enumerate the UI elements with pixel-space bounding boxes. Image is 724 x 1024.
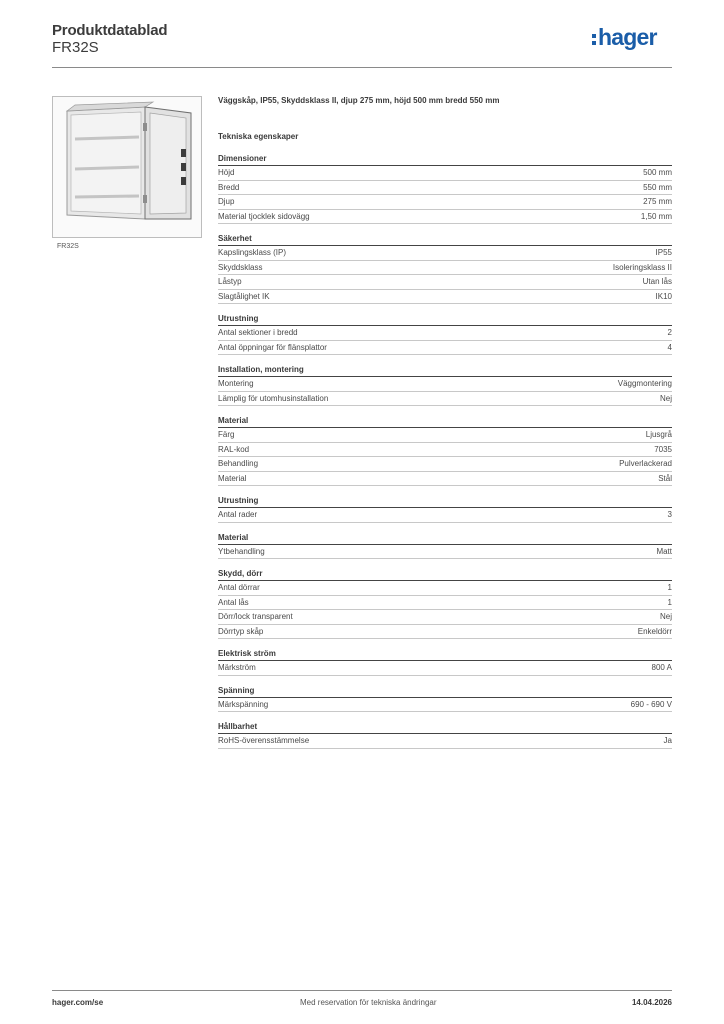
spec-section	[218, 416, 672, 486]
spec-section	[218, 365, 672, 406]
spec-value: IK10	[655, 291, 672, 301]
spec-row	[218, 457, 672, 472]
spec-label: Märkspänning	[218, 699, 269, 709]
section-title: Elektrisk ström	[218, 649, 672, 661]
spec-row	[218, 377, 672, 392]
spec-row	[218, 326, 672, 341]
spec-row	[218, 428, 672, 443]
spec-value: Isoleringsklass II	[612, 262, 672, 272]
spec-label: Antal öppningar för flänsplattor	[218, 342, 327, 352]
section-title: Material	[218, 533, 672, 545]
spec-label: Märkström	[218, 663, 256, 672]
header-divider	[52, 67, 672, 68]
spec-row	[218, 341, 672, 356]
section-title: Hållbarhet	[218, 722, 672, 734]
spec-label: Djup	[218, 197, 235, 206]
spec-value: Väggmontering	[617, 379, 672, 388]
spec-value: IP55	[655, 248, 672, 257]
footer-date: 14.04.2026	[631, 998, 672, 1007]
spec-label: Montering	[218, 379, 254, 388]
spec-row	[218, 443, 672, 458]
spec-label: Antal dörrar	[218, 583, 260, 592]
spec-row	[218, 545, 672, 560]
section-title: Material	[218, 416, 672, 428]
spec-row	[218, 661, 672, 676]
section-title: Säkerhet	[218, 234, 672, 246]
spec-row	[218, 596, 672, 611]
product-image	[52, 96, 202, 238]
spec-value: Pulverlackerad	[619, 459, 672, 468]
spec-value: 7035	[654, 444, 672, 454]
spec-label: RAL-kod	[218, 444, 250, 454]
spec-label: Låstyp	[218, 277, 242, 286]
footer-disclaimer: Med reservation för tekniska ändringar	[300, 998, 437, 1007]
spec-label: Antal sektioner i bredd	[218, 328, 298, 337]
footer-divider	[52, 990, 672, 991]
logo-mark-icon	[592, 34, 596, 45]
spec-value: 1,50 mm	[640, 211, 672, 221]
spec-row	[218, 581, 672, 596]
spec-value: Ljusgrå	[645, 430, 672, 439]
spec-sections	[218, 154, 672, 749]
spec-row	[218, 625, 672, 640]
spec-value: Stål	[658, 473, 672, 483]
section-title: Skydd, dörr	[218, 569, 672, 581]
spec-row	[218, 508, 672, 523]
spec-value: 1	[667, 583, 672, 592]
spec-section	[218, 154, 672, 224]
section-title: Installation, montering	[218, 365, 672, 377]
spec-row	[218, 261, 672, 276]
spec-label: Antal lås	[218, 597, 249, 607]
spec-section	[218, 649, 672, 676]
spec-label: Dörrtyp skåp	[218, 626, 264, 636]
spec-section	[218, 314, 672, 355]
spec-row	[218, 195, 672, 210]
spec-label: Material tjocklek sidovägg	[218, 211, 310, 221]
spec-section	[218, 722, 672, 749]
spec-label: Antal rader	[218, 510, 258, 519]
tech-heading: Tekniska egenskaper	[218, 132, 299, 141]
spec-section	[218, 533, 672, 560]
spec-value: Matt	[656, 546, 672, 556]
spec-value: Utan lås	[642, 277, 672, 286]
spec-value: 3	[667, 510, 672, 519]
spec-row	[218, 246, 672, 261]
product-code: FR32S	[52, 39, 99, 56]
spec-label: RoHS-överensstämmelse	[218, 736, 310, 745]
footer-website-link[interactable]: hager.com/se	[52, 998, 104, 1007]
spec-value: 1	[667, 597, 672, 607]
spec-row	[218, 210, 672, 225]
spec-label: Material	[218, 473, 247, 483]
product-description: Väggskåp, IP55, Skyddsklass II, djup 275 mm, höjd 500 mm bredd 550 mm	[218, 96, 500, 105]
spec-label: Lämplig för utomhusinstallation	[218, 393, 329, 403]
spec-row	[218, 166, 672, 181]
spec-value: 690 - 690 V	[630, 699, 672, 709]
spec-row	[218, 181, 672, 196]
spec-content	[218, 96, 672, 759]
spec-row	[218, 610, 672, 625]
spec-row	[218, 734, 672, 749]
spec-label: Behandling	[218, 459, 259, 468]
section-title: Utrustning	[218, 496, 672, 508]
spec-section	[218, 496, 672, 523]
spec-value: Enkeldörr	[637, 626, 672, 636]
spec-row	[218, 275, 672, 290]
spec-section	[218, 234, 672, 304]
spec-value: 800 A	[651, 663, 672, 672]
spec-row	[218, 472, 672, 487]
spec-section	[218, 686, 672, 713]
spec-label: Ytbehandling	[218, 546, 265, 556]
page-title: Produktdatablad	[52, 22, 168, 39]
spec-label: Dörr/lock transparent	[218, 612, 293, 621]
hager-logo[interactable]	[592, 26, 657, 49]
spec-value: 500 mm	[643, 168, 672, 177]
spec-label: Bredd	[218, 182, 240, 192]
spec-value: 4	[667, 342, 672, 352]
spec-section	[218, 569, 672, 639]
spec-label: Slagtålighet IK	[218, 291, 270, 301]
spec-value: Nej	[659, 393, 672, 403]
section-title: Utrustning	[218, 314, 672, 326]
cabinet-illustration-icon	[53, 97, 201, 237]
spec-value: 275 mm	[643, 197, 672, 206]
spec-label: Höjd	[218, 168, 235, 177]
spec-row	[218, 290, 672, 305]
spec-label: Färg	[218, 430, 235, 439]
spec-label: Kapslingsklass (IP)	[218, 248, 287, 257]
logo-text: hager	[598, 24, 657, 50]
section-title: Spänning	[218, 686, 672, 698]
spec-value: 2	[667, 328, 672, 337]
spec-label: Skyddsklass	[218, 262, 263, 272]
spec-row	[218, 698, 672, 713]
spec-value: Nej	[659, 612, 672, 621]
spec-row	[218, 392, 672, 407]
image-caption: FR32S	[57, 243, 79, 250]
spec-value: Ja	[663, 736, 672, 745]
spec-value: 550 mm	[643, 182, 672, 192]
section-title: Dimensioner	[218, 154, 672, 166]
